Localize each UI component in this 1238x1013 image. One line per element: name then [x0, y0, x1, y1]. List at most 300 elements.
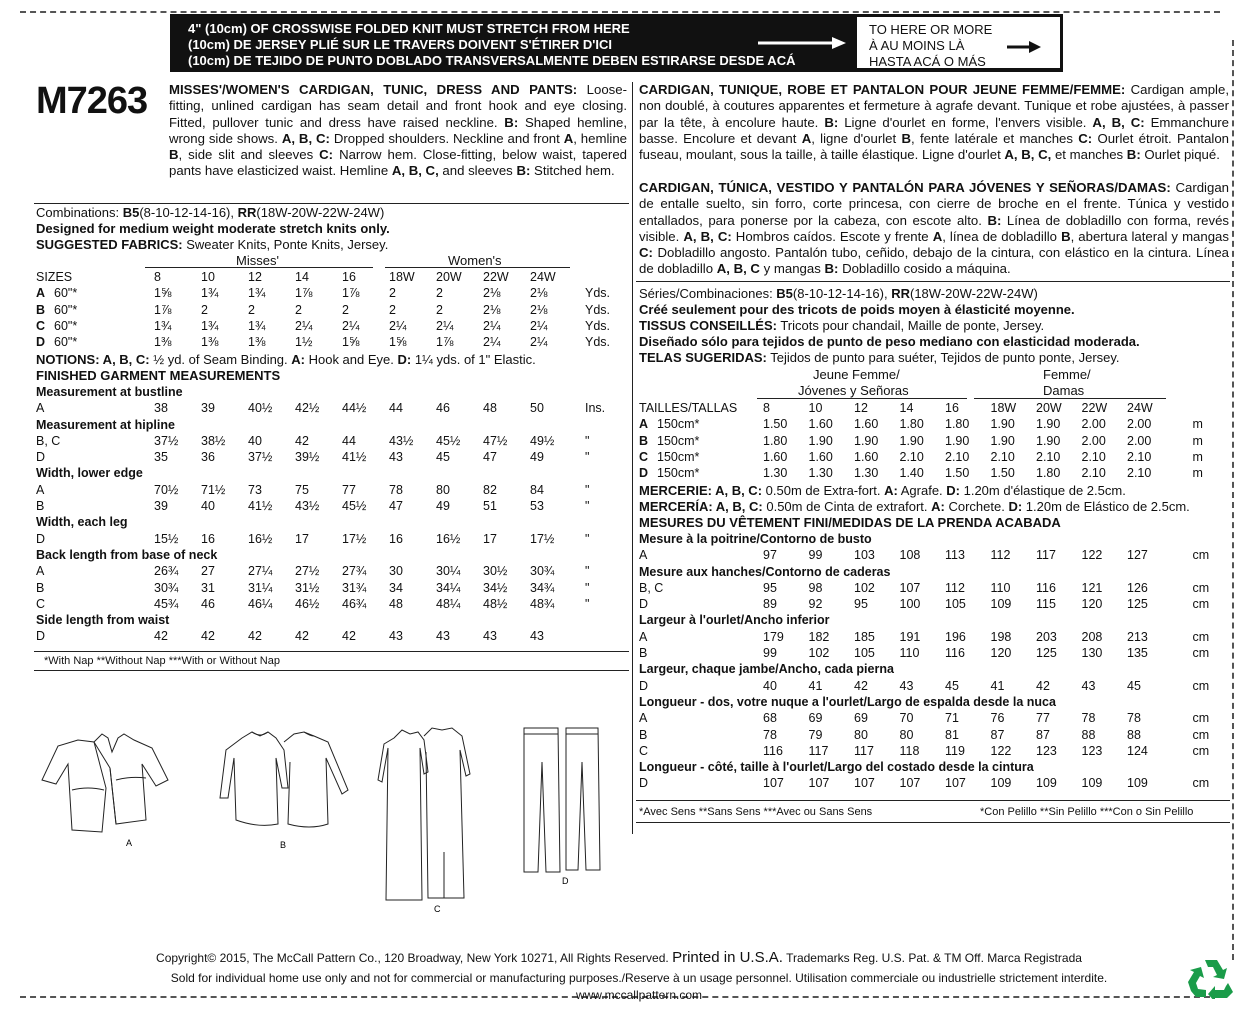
size-heading: 18W: [389, 270, 415, 284]
view-letter: D: [36, 335, 46, 350]
yardage-value: 1⅜: [154, 335, 172, 350]
measurement-value: 47½: [483, 433, 508, 448]
measurement-value: 105: [945, 597, 966, 612]
measurement-value: 16½: [248, 531, 273, 546]
measurement-value: 44: [389, 401, 403, 416]
measurement-value: 40: [763, 678, 777, 693]
measurement-value: 82: [483, 482, 497, 497]
arrow-right-icon: [758, 36, 848, 50]
yardage-value: 1¾: [201, 286, 219, 301]
group-women: Women's: [448, 253, 502, 268]
measurement-value: 78: [1127, 711, 1141, 726]
measurement-value: 70½: [154, 482, 179, 497]
unit: ": [585, 433, 590, 448]
measurement-value: 43: [389, 450, 403, 465]
yardage-value: 2.00: [1081, 433, 1106, 448]
measurement-value: 45½: [436, 433, 461, 448]
measurement-value: 125: [1036, 646, 1057, 661]
measurement-value: 110: [990, 580, 1011, 595]
measurement-value: 42½: [295, 401, 320, 416]
measurement-value: 122: [990, 743, 1012, 758]
usage-notice: Sold for individual home use only and not for commercial or manufacturing purposes./Reserve à un usage personnel. Utilisation commerciale ou industrielle strictement interdite.: [170, 971, 1108, 985]
measurement-heading: Width, each leg: [36, 515, 128, 530]
measurement-value: 48¾: [530, 596, 555, 611]
measurement-value: 38½: [201, 433, 226, 448]
divider: [34, 651, 629, 652]
yardage-value: 2.10: [899, 449, 924, 464]
pattern-number: M7263: [36, 80, 148, 122]
fabric-row: [36, 302, 610, 318]
measurement-value: 34½: [483, 580, 508, 595]
yardage-value: 1¾: [201, 318, 219, 333]
unit: cm: [1192, 743, 1210, 758]
view-letter: D: [639, 678, 649, 693]
group-rule-femme: [974, 398, 1166, 399]
unit: ": [585, 564, 590, 579]
yardage-value: 2¼: [436, 318, 454, 333]
measurement-value: 44: [342, 433, 356, 448]
measurement-row: [639, 743, 1209, 759]
view-a-cardigan-drawing: [38, 728, 188, 848]
measurement-heading: Largeur, chaque jambe/Ancho, cada pierna: [639, 662, 894, 677]
measurement-value: 30¾: [530, 564, 555, 579]
measurement-value: 81: [945, 727, 959, 742]
yardage-value: 1.90: [854, 433, 879, 448]
measurement-value: 31¼: [248, 580, 273, 595]
measurement-value: 41½: [248, 499, 273, 514]
unit: m: [1192, 466, 1203, 481]
yardage-value: 1⅞: [154, 302, 172, 317]
unit: Yds.: [585, 302, 611, 317]
measurement-value: 92: [808, 597, 823, 612]
measurement-heading-row: [639, 612, 1209, 628]
measurement-heading-row: [36, 465, 605, 481]
measurement-value: 34¼: [436, 580, 461, 595]
view-letter: A: [639, 711, 648, 726]
measurement-value: 107: [945, 776, 966, 791]
website: www.mccallpattern.com: [575, 988, 703, 1002]
measurement-row: [639, 678, 1209, 694]
measurement-value: 80: [899, 727, 914, 742]
measurement-heading: Width, lower edge: [36, 466, 143, 481]
measurement-value: 47: [389, 499, 403, 514]
yardage-value: 1.60: [808, 417, 833, 432]
measurement-value: 30¾: [154, 580, 179, 595]
measurement-value: 69: [854, 711, 868, 726]
measurement-row: [36, 449, 605, 465]
size-heading: 24W: [1127, 401, 1153, 415]
yardage-value: 1.40: [899, 466, 924, 481]
measurement-value: 116: [945, 646, 965, 661]
yardage-value: 1⅜: [248, 335, 266, 350]
measurement-value: 95: [854, 597, 868, 612]
measurement-row: [36, 433, 605, 449]
measurement-row: [639, 596, 1209, 612]
measurement-value: 30½: [483, 564, 508, 579]
view-letter: C: [36, 318, 46, 333]
yardage-value: 1.60: [763, 449, 788, 464]
recycle-icon: [1188, 957, 1234, 999]
measurement-value: 208: [1081, 629, 1103, 644]
unit: Ins.: [585, 401, 606, 416]
yardage-value: 1⅞: [436, 335, 454, 350]
nap-footnote-fr: *Avec Sens **Sans Sens ***Avec ou Sans Sens: [639, 806, 873, 818]
measurement-value: 102: [808, 646, 830, 661]
size-heading: 16: [945, 401, 959, 415]
view-label-b: B: [280, 840, 287, 850]
fabric-row: [639, 465, 1203, 481]
view-letter: B: [639, 646, 648, 661]
measurement-heading-row: [639, 531, 1209, 547]
measurement-value: 43: [530, 629, 544, 644]
yardage-value: 1.30: [763, 466, 788, 481]
fabric-width: 150cm*: [657, 466, 700, 481]
yardage-value: 2: [389, 286, 396, 301]
size-table: [639, 400, 1203, 481]
measurement-value: 42: [342, 629, 356, 644]
view-letter: A: [639, 417, 649, 432]
top-dashed-line: [20, 11, 1220, 13]
divider: [636, 822, 1230, 823]
measurement-value: 100: [899, 597, 921, 612]
combinations-en: Combinations: B5(8-10-12-14-16), RR(18W-20W-22W-24W): [36, 205, 385, 220]
yardage-value: 1.60: [808, 449, 833, 464]
view-letter: B: [639, 433, 649, 448]
view-letter: A: [639, 548, 648, 563]
yardage-value: 2: [389, 302, 396, 317]
measurement-row: [639, 547, 1209, 563]
yardage-value: 2.10: [1127, 466, 1152, 481]
measurement-value: 179: [763, 629, 784, 644]
measurement-value: 49½: [530, 433, 555, 448]
measurement-value: 116: [1036, 580, 1056, 595]
measurement-value: 109: [990, 597, 1012, 612]
measurement-value: 17½: [342, 531, 367, 546]
size-heading: 20W: [1036, 401, 1062, 415]
measurement-value: 80: [436, 482, 450, 497]
yardage-value: 2.10: [1127, 449, 1152, 464]
fabric-width: 60"*: [54, 335, 78, 350]
unit: cm: [1192, 776, 1210, 791]
yardage-value: 1¾: [154, 318, 172, 333]
view-b-tunic-drawing: [218, 728, 358, 854]
unit: ": [585, 596, 590, 611]
unit: cm: [1192, 548, 1210, 563]
measurement-value: 98: [808, 580, 823, 595]
suggested-fabrics-fr: TISSUS CONSEILLÉS: Tricots pour chandail, Maille de ponte, Jersey.: [639, 318, 1045, 333]
measurement-value: 123: [1081, 743, 1103, 758]
measurement-value: 51: [483, 499, 497, 514]
measurement-heading: Measurement at bustline: [36, 385, 183, 399]
yardage-value: 1⅜: [201, 335, 219, 350]
yardage-value: 1.60: [854, 417, 879, 432]
measurement-value: 109: [1081, 776, 1103, 791]
measurement-value: 79: [808, 727, 823, 742]
measurement-heading: Longueur - côté, taille à l'ourlet/Largo del costado desde la cintura: [639, 760, 1034, 775]
measurement-value: 109: [990, 776, 1012, 791]
measurement-value: 43: [1081, 678, 1096, 693]
divider: [34, 203, 629, 204]
measurement-value: 84: [530, 482, 544, 497]
measurement-heading-row: [639, 694, 1209, 710]
measurement-value: 73: [248, 482, 262, 497]
unit: m: [1192, 417, 1203, 432]
measurement-value: 34¾: [530, 580, 555, 595]
measurement-value: 42: [248, 629, 262, 644]
measurement-value: 48½: [483, 596, 508, 611]
measurement-heading: Side length from waist: [36, 613, 170, 628]
measurement-heading-row: [639, 661, 1209, 677]
measurement-value: 43½: [295, 499, 320, 514]
measurement-value: 16½: [436, 531, 461, 546]
yardage-value: 2.00: [1127, 433, 1152, 448]
view-c-dress-drawing: [372, 722, 492, 918]
measurement-value: 35: [154, 450, 168, 465]
measurement-value: 31½: [295, 580, 320, 595]
measurement-value: 213: [1127, 629, 1148, 644]
yardage-value: 2⅛: [530, 286, 548, 301]
french-description: CARDIGAN, TUNIQUE, ROBE ET PANTALON POUR JEUNE FEMME/FEMME: Cardigan ample, non doublé, à coutures apparentes et fermeture à agrafe devant. Tunique et robe ajustées, à passer par la tête, à encolure haute. B: Ligne d'ourlet en forme, l'envers visible. A, B, C: Emmanchure basse. Encolure et devant A, ligne d'ourlet B, fente latérale et manches C: Ourlet étroit. Pantalon fuseau, moulant, sous la taille, à taille élastique. Ligne d'ourlet A, B, C, et manches B: Ourlet piqué.: [639, 82, 1230, 163]
divider: [636, 800, 1230, 801]
measurement-value: 41: [808, 678, 823, 693]
measurement-value: 88: [1127, 727, 1141, 742]
measurement-value: 99: [763, 646, 777, 661]
measurement-value: 109: [1036, 776, 1057, 791]
nap-footnote-es: *Con Pelillo **Sin Pelillo ***Con o Sin Pelillo: [980, 806, 1194, 818]
yardage-value: 1⅞: [342, 286, 360, 301]
measurement-value: 70: [899, 711, 914, 726]
fabric-row: [639, 416, 1203, 432]
size-heading: 8: [154, 270, 161, 284]
measurement-value: 46¼: [248, 596, 273, 611]
measurement-value: 196: [945, 629, 966, 644]
measurement-value: 38: [154, 401, 168, 416]
combinations-fr-es: Séries/Combinaciones: B5(8-10-12-14-16), RR(18W-20W-22W-24W): [639, 286, 1038, 301]
view-letter: A: [639, 629, 648, 644]
divider: [34, 670, 629, 671]
measurement-value: 45: [436, 450, 450, 465]
measurement-value: 78: [763, 727, 777, 742]
measurement-value: 45: [1127, 678, 1141, 693]
measurement-value: 48: [483, 401, 497, 416]
measurement-value: 76: [990, 711, 1005, 726]
measurement-value: 77: [342, 482, 356, 497]
measurement-value: 49: [436, 499, 450, 514]
unit: ": [585, 531, 590, 546]
group-damas: Damas: [1043, 383, 1085, 398]
view-letter: D: [36, 629, 46, 644]
measurement-value: 77: [1036, 711, 1050, 726]
view-letter: B: [36, 302, 46, 317]
measurement-value: 97: [763, 548, 777, 563]
unit: cm: [1192, 711, 1210, 726]
measurement-heading-row: [36, 547, 605, 563]
yardage-value: 2¼: [483, 318, 501, 333]
unit: cm: [1192, 727, 1210, 742]
measurement-value: 108: [899, 548, 921, 563]
sizes-label: SIZES: [36, 270, 73, 284]
unit: cm: [1192, 678, 1210, 693]
unit: cm: [1192, 629, 1210, 644]
yardage-value: 2.10: [1036, 449, 1061, 464]
measurement-heading-row: [36, 612, 605, 628]
measurement-value: 42: [201, 629, 215, 644]
view-label-a: A: [126, 838, 133, 848]
size-heading: 22W: [483, 270, 509, 284]
yardage-value: 1⅞: [295, 286, 313, 301]
measurement-value: 80: [854, 727, 868, 742]
right-dashed-line: [1232, 40, 1234, 960]
yardage-value: 1½: [295, 335, 313, 350]
measurement-row: [639, 727, 1209, 743]
yardage-value: 2¼: [295, 318, 313, 333]
copyright-line: Copyright© 2015, The McCall Pattern Co., 120 Broadway, New York 10271, All Rights Reserved. Printed in U.S.A. Trademarks Reg. U.S. Pat. & TM Off. Marca Registrada: [156, 949, 1082, 966]
view-letter: B: [36, 580, 45, 595]
designed-for-es: Diseñado sólo para tejidos de punto de peso mediano con elasticidad moderada.: [639, 334, 1140, 349]
measurement-value: 120: [990, 646, 1012, 661]
yardage-value: 2.10: [945, 449, 970, 464]
measurement-value: 117: [854, 743, 874, 758]
measurement-value: 48¼: [436, 596, 461, 611]
measurement-value: 117: [808, 743, 829, 758]
measurement-value: 117: [1036, 548, 1056, 563]
view-d-pants-drawing: [516, 722, 616, 890]
measurement-value: 75: [295, 482, 309, 497]
view-letter: D: [639, 597, 649, 612]
yardage-value: 1⅝: [154, 286, 172, 301]
group-jovenes: Jóvenes y Señoras: [798, 383, 909, 398]
yardage-value: 2: [248, 302, 255, 317]
measurement-value: 107: [899, 580, 921, 595]
measurement-value: 39: [154, 499, 168, 514]
yardage-value: 2.10: [990, 449, 1015, 464]
unit: cm: [1192, 646, 1210, 661]
measurement-value: 49: [530, 450, 544, 465]
measurement-value: 42: [295, 433, 309, 448]
measurement-value: 45¾: [154, 596, 179, 611]
measurement-value: 42: [154, 629, 168, 644]
divider: [636, 281, 1230, 282]
measurement-value: 89: [763, 597, 777, 612]
measurement-value: 113: [945, 548, 965, 563]
measurement-heading-row: [36, 514, 605, 530]
view-letter: B: [36, 499, 45, 514]
measurement-value: 46½: [295, 596, 320, 611]
yardage-value: 1.90: [899, 433, 924, 448]
yardage-value: 2¼: [342, 318, 360, 333]
yardage-value: 1.90: [990, 433, 1015, 448]
measurement-value: 42: [854, 678, 868, 693]
measurement-value: 107: [899, 776, 921, 791]
measurement-value: 36: [201, 450, 215, 465]
group-femme: Femme/: [1043, 367, 1091, 382]
measurement-value: 118: [899, 743, 920, 758]
measurement-value: 102: [854, 580, 875, 595]
unit: m: [1192, 433, 1203, 448]
yardage-value: 1.90: [1036, 417, 1061, 432]
measurement-value: 198: [990, 629, 1012, 644]
yardage-value: 1.50: [763, 417, 788, 432]
measurement-value: 112: [990, 548, 1011, 563]
measurement-value: 125: [1127, 597, 1148, 612]
view-label-d: D: [562, 876, 569, 886]
measurement-value: 37½: [248, 450, 273, 465]
measurement-heading-row: [639, 564, 1209, 580]
yardage-value: 2: [436, 286, 443, 301]
yardage-value: 2¼: [389, 318, 407, 333]
measurement-row: [36, 531, 605, 547]
measurement-value: 17: [295, 531, 309, 546]
size-header-row: [36, 269, 610, 285]
suggested-fabrics-en: SUGGESTED FABRICS: Sweater Knits, Ponte Knits, Jersey.: [36, 237, 389, 252]
measurement-value: 39½: [295, 450, 320, 465]
measurement-value: 87: [990, 727, 1005, 742]
unit: Yds.: [585, 318, 611, 333]
unit: cm: [1192, 597, 1210, 612]
measurement-value: 95: [763, 580, 777, 595]
measurement-value: 42: [1036, 678, 1050, 693]
sizes-label: TAILLES/TALLAS: [639, 401, 738, 415]
measurement-value: 123: [1036, 743, 1057, 758]
measurement-heading: Measurement at hipline: [36, 417, 175, 432]
measurement-value: 46: [201, 596, 215, 611]
view-letter: D: [639, 776, 649, 791]
measurement-row: [36, 498, 605, 514]
measurement-value: 119: [945, 743, 965, 758]
unit: Yds.: [585, 335, 611, 350]
fabric-row: [36, 334, 610, 350]
yardage-value: 2¼: [530, 335, 548, 350]
measurement-value: 68: [763, 711, 777, 726]
unit: [577, 628, 605, 644]
measurement-heading-row: [36, 384, 605, 400]
arrow-right-icon: [1007, 41, 1043, 53]
measurement-value: 27: [201, 564, 215, 579]
yardage-value: 2: [201, 302, 208, 317]
measurement-row: [639, 775, 1209, 791]
measurement-value: 40: [201, 499, 215, 514]
fabric-width: 60"*: [54, 318, 78, 333]
group-rule-misses: [145, 267, 373, 268]
view-letter: D: [36, 531, 46, 546]
unit: m: [1192, 449, 1203, 464]
yardage-value: 1.90: [1036, 433, 1061, 448]
yardage-value: 1.50: [990, 466, 1015, 481]
yardage-value: 1.50: [945, 466, 970, 481]
measurement-row: [36, 596, 605, 612]
unit: cm: [1192, 580, 1210, 595]
measurement-value: 105: [854, 646, 875, 661]
size-table: [36, 269, 610, 350]
fabric-row: [639, 433, 1203, 449]
view-letter: A: [36, 401, 45, 416]
size-heading: 12: [248, 270, 262, 284]
fabric-width: 60"*: [54, 302, 78, 317]
size-heading: 10: [201, 270, 215, 284]
size-heading: 10: [808, 401, 823, 415]
nap-footnote-en: *With Nap **Without Nap ***With or Without Nap: [44, 655, 280, 667]
measurement-value: 16: [201, 531, 215, 546]
measurement-value: 46¾: [342, 596, 367, 611]
measurement-heading: Back length from base of neck: [36, 547, 218, 562]
fabric-row: [639, 449, 1203, 465]
measurement-value: 41½: [342, 450, 367, 465]
measurement-row: [36, 482, 605, 498]
size-heading: 8: [763, 401, 770, 415]
yardage-value: 1.90: [945, 433, 970, 448]
fabric-width: 60"*: [54, 286, 78, 301]
printed-in-usa: Printed in U.S.A.: [672, 949, 783, 966]
